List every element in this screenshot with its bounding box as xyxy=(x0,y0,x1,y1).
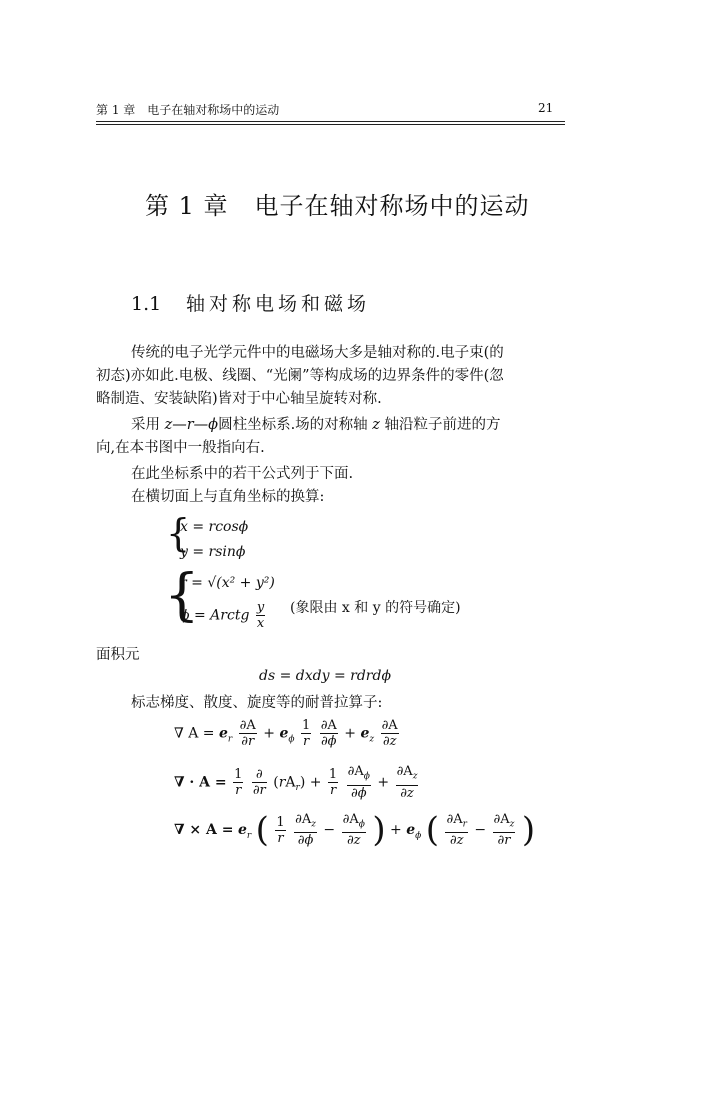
equation-area: ds = dxdy = rdrdϕ xyxy=(259,668,391,684)
denominator: x xyxy=(256,616,265,631)
text-run: 采用 xyxy=(131,417,160,433)
equation-r: r = √(x² + y²) xyxy=(180,575,275,591)
text-run: 轴沿粒子前进的方 xyxy=(384,417,501,433)
fraction: $\frac{\partial A_z}{\partial r}$ xyxy=(493,811,515,849)
equation-phi xyxy=(180,600,267,631)
running-header-chapter: 第 1 章 电子在轴对称场中的运动 xyxy=(96,103,280,117)
paragraph-line: 初态)亦如此.电极、线圈、“光阑”等构成场的边界条件的零件(忽 xyxy=(96,368,504,384)
chapter-label: 第 1 章 xyxy=(145,192,229,220)
fraction: $\frac{\partial A_z}{\partial z}$ xyxy=(396,764,418,801)
section-number: 1.1 xyxy=(131,293,162,315)
fraction: $\frac{1}{r}$ xyxy=(276,814,285,846)
paragraph-line: 向,在本书图中一般指向右. xyxy=(96,440,265,456)
section-heading xyxy=(131,289,370,316)
paragraph-line: 略制造、安装缺陷)皆对于中心轴呈旋转对称. xyxy=(96,391,382,407)
fraction: $\frac{\partial A_\phi}{\partial\phi}$ xyxy=(347,764,370,801)
fraction: $\frac{\partial}{\partial r}$ xyxy=(252,766,266,798)
header-rule xyxy=(96,121,565,122)
fraction: $\frac{\partial A_\phi}{\partial z}$ xyxy=(342,811,365,849)
paragraph-line: 标志梯度、散度、旋度等的耐普拉算子: xyxy=(131,695,383,711)
chapter-title xyxy=(145,186,530,221)
page-number: 21 xyxy=(538,101,554,115)
equation-divergence: ∇ · A = $\frac{1}{r}$ $\frac{\partial}{\partial r}$ $(rA_r)$ + $\frac{1}{r}$ $\frac{\partial A_\phi}{\partial\phi}$ + $\frac{\partial A_z}{\partial z}$ xyxy=(174,764,418,801)
equation-y: y = rsinϕ xyxy=(180,544,246,560)
left-brace: { xyxy=(164,563,200,628)
equation-curl: ∇ × $A = e_r$ ( $\frac{1}{r}$ $\frac{\partial A_z}{\partial\phi}$ − $\frac{\partial A_\phi}{\partial z}$ ) + $e_\phi$ ( $\frac{\partial A_r}{\partial z}$ − $\frac{\partial A_z}{\partial r}$ ) xyxy=(174,810,536,850)
fraction: $\frac{\partial A_z}{\partial\phi}$ xyxy=(295,811,316,849)
section-title: 轴对称电场和磁场 xyxy=(186,293,371,315)
left-brace: { xyxy=(166,511,191,555)
equation-lhs: ∇ × A = xyxy=(174,822,234,838)
equation-gradient: ∇ $A = e_r$ $\frac{\partial A}{\partial r}$ + $e_\phi$ $\frac{1}{r}$ $\frac{\partial A}{\partial\phi}$ + $e_z$ $\frac{\partial A}{\partial z}$ xyxy=(174,718,398,749)
equation-lhs: ∇ · A = xyxy=(174,774,227,791)
header-rule-double xyxy=(96,124,565,125)
fraction: $\frac{\partial A}{\partial\phi}$ xyxy=(320,718,337,749)
equation-x: x = rcosϕ xyxy=(180,519,249,535)
equation-lhs: ϕ = Arctg xyxy=(180,607,250,624)
equation-lhs: ∇ A = xyxy=(174,725,215,742)
paragraph-line: 在此坐标系中的若干公式列于下面. xyxy=(131,466,354,482)
fraction xyxy=(256,600,265,631)
chapter-title-text: 电子在轴对称场中的运动 xyxy=(254,192,530,220)
paragraph-line: 在横切面上与直角坐标的换算: xyxy=(131,489,325,505)
paragraph-line: 面积元 xyxy=(96,647,140,663)
paragraph-line xyxy=(131,414,501,436)
axis-symbol: z xyxy=(372,417,380,433)
coordinate-symbols: z—r—ϕ xyxy=(164,417,219,433)
text-run: 圆柱坐标系.场的对称轴 xyxy=(218,417,368,433)
fraction: $\frac{1}{r}$ xyxy=(301,718,311,749)
quadrant-note: (象限由 x 和 y 的符号确定) xyxy=(290,600,461,616)
fraction: $\frac{1}{r}$ xyxy=(234,766,243,798)
fraction: $\frac{\partial A_r}{\partial z}$ xyxy=(446,811,467,849)
numerator: y xyxy=(256,600,265,615)
fraction: $\frac{1}{r}$ xyxy=(328,766,338,798)
fraction: $\frac{\partial A}{\partial z}$ xyxy=(381,718,398,749)
paragraph-line: 传统的电子光学元件中的电磁场大多是轴对称的.电子束(的 xyxy=(131,345,504,361)
fraction: $\frac{\partial A}{\partial r}$ xyxy=(239,718,256,749)
